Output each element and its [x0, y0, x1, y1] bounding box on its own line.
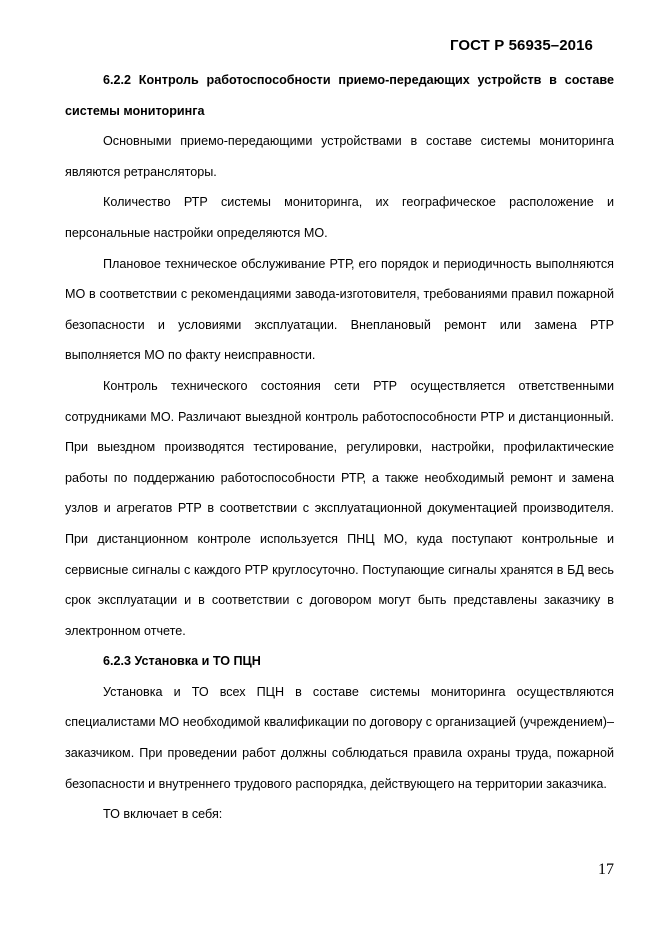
paragraph: ТО включает в себя: — [103, 807, 223, 822]
document-body — [65, 65, 614, 830]
paragraph: Количество РТР системы мониторинга, их географическое расположение и персональные настройки определяются МО. — [65, 195, 614, 240]
paragraph: Плановое техническое обслуживание РТР, его порядок и периодичность выполняются МО в соответствии с рекомендациями завода-изготовителя, требованиями правил пожарной безопасности и условиями эксплуатации. Внеплановый ремонт или замена РТР выполняется МО по факту неисправности. — [65, 256, 614, 363]
paragraph: Установка и ТО всех ПЦН в составе системы мониторинга осуществляются специалистами МО необходимой квалификации по договору с организацией (учреждением)–заказчиком. При проведении работ должны соблюдаться правила охраны труда, пожарной безопасности и внутреннего трудового распорядка, действующего на территории заказчика. — [65, 684, 614, 791]
paragraph: Контроль технического состояния сети РТР осуществляется ответственными сотрудниками МО. Различают выездной контроль работоспособности РТР и дистанционный. При выездном производятся тестирование, регулировки, настройки, профилактические работы по поддержанию работоспособности РТР, а также необходимый ремонт и замена узлов и агрегатов РТР в соответствии с эксплуатационной документацией производителя. При дистанционном контроле используется ПНЦ МО, куда поступают контрольные и сервисные сигналы с каждого РТР круглосуточно. Поступающие сигналы хранятся в БД весь срок эксплуатации и в соответствии с договором могут быть представлены заказчику в электронном отчете. — [65, 378, 614, 638]
standard-code-header: ГОСТ Р 56935–2016 — [449, 37, 593, 54]
section-heading-6-2-2: 6.2.2 Контроль работоспособности приемо-передающих устройств в составе системы мониторинга — [65, 73, 614, 118]
section-heading-6-2-3: 6.2.3 Установка и ТО ПЦН — [103, 654, 261, 669]
page-number: 17 — [598, 861, 614, 878]
paragraph: Основными приемо-передающими устройствами в составе системы мониторинга являются ретрансляторы. — [65, 134, 614, 179]
